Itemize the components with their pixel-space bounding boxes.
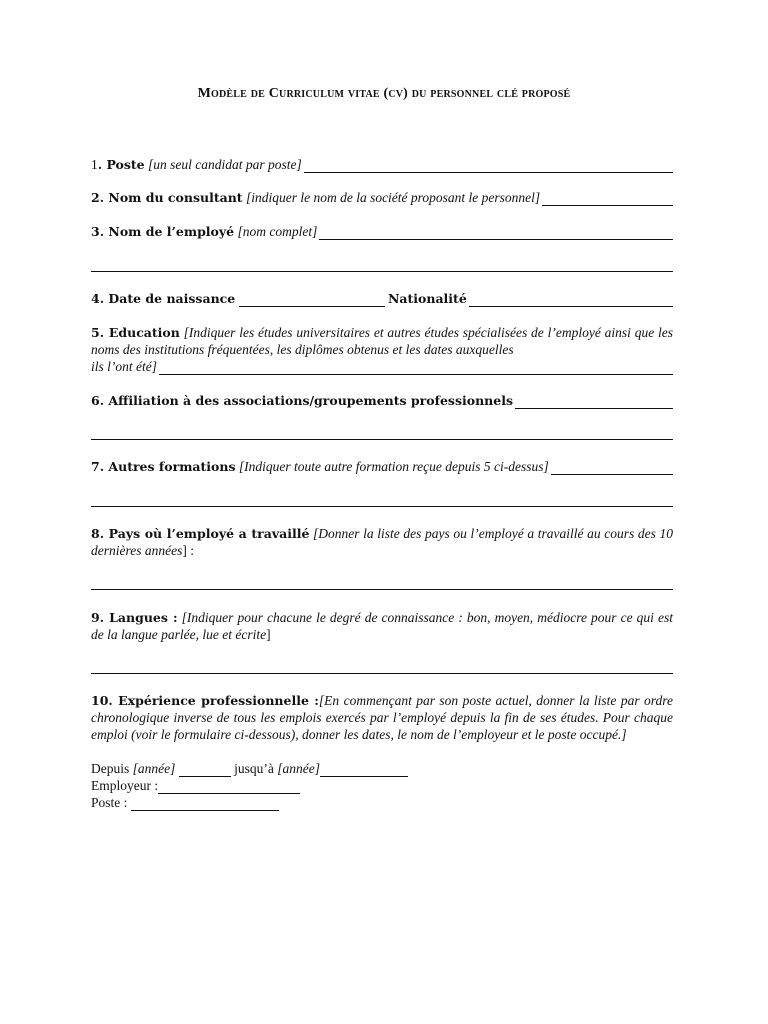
field-nationalite-label: Nationalité [387,291,467,306]
experience-depuis-input[interactable] [179,764,231,777]
field-naissance-input[interactable] [239,294,385,307]
field-employe [91,223,673,240]
experience-dates-row [91,760,408,777]
field-nationalite-input[interactable] [469,294,673,307]
field-consultant-label: 2. Nom du consultant [91,190,243,205]
field-pays [91,525,673,559]
experience-depuis-label: Depuis [91,761,130,776]
field-affiliation-label: 6. Affiliation à des associations/groupements professionnels [91,393,514,408]
field-langues-hint-end: ] [266,627,271,642]
experience-annee1-hint: [année] [132,761,176,776]
field-poste-input[interactable] [304,160,673,173]
experience-poste-label: Poste : [91,795,128,810]
experience-employeur-label: Employeur : [91,778,159,793]
field-pays-label: 8. Pays où l’employé a travaillé [91,526,310,541]
field-formations-label: 7. Autres formations [91,459,236,474]
experience-employeur-input[interactable] [158,781,300,794]
field-langues-label: 9. Langues : [91,610,178,625]
field-naissance [91,290,673,307]
field-experience-hint: [En commençant par son poste actuel, donner la liste par ordre chronologique inverse de tous les emplois exercés par l’employé depuis la fin de ses études. Pour chaque emploi (voir le formulaire ci-dessous), donner les dates, le nom de l’employeur et le poste occupé.] [91,693,673,742]
field-poste [91,156,673,173]
experience-poste-input[interactable] [131,798,279,811]
field-affiliation-input[interactable] [515,396,673,409]
field-formations-input[interactable] [551,462,673,475]
field-poste-hint: [un seul candidat par poste] [148,157,302,172]
field-naissance-label: 4. Date de naissance [91,291,236,306]
field-education-input[interactable] [159,362,673,375]
field-langues-hint: [Indiquer pour chacune le degré de connaissance : bon, moyen, médiocre pour ce qui est de la langue parlée, lue et écrite [91,610,674,642]
experience-employeur-row [91,777,300,794]
field-affiliation [91,392,673,409]
field-employe-extra-line[interactable] [91,271,673,272]
field-employe-input[interactable] [319,227,673,240]
field-consultant-hint: [indiquer le nom de la société proposant le personnel] [245,190,541,205]
field-experience [91,692,673,743]
field-langues-input[interactable] [91,673,673,674]
field-formations [91,458,673,475]
field-affiliation-extra-line[interactable] [91,439,673,440]
field-poste-label: . Poste [97,157,145,172]
field-langues [91,609,673,643]
field-experience-label: 10. Expérience professionnelle : [91,693,319,708]
field-pays-input[interactable] [91,589,673,590]
field-pays-hint: [Donner la liste des pays ou l’employé a travaillé au cours des 10 dernières années [91,526,674,558]
field-employe-hint: [nom complet] [237,224,318,239]
field-poste-num: 1 [91,157,98,172]
field-pays-hint-end: ] : [182,543,194,558]
experience-annee2-hint: [année] [277,761,320,776]
field-education-hint: [Indiquer les études universitaires et autres études spécialisées de l’employé ainsi que les noms des institutions fréquentées, les diplômes obtenus et les dates auxquelles [91,325,673,357]
field-formations-hint: [Indiquer toute autre formation reçue depuis 5 ci-dessus] [238,459,549,474]
field-consultant-input[interactable] [542,193,673,206]
experience-jusqua-input[interactable] [320,764,408,777]
field-consultant [91,189,673,206]
experience-poste-row [91,794,279,811]
field-education-label: 5. Education [91,325,180,340]
page-title: Modèle de Curriculum vitae (cv) du personnel clé proposé [197,86,571,101]
experience-jusqua-label: jusqu’à [234,761,274,776]
field-education-hint-end: ils l’ont été] [91,359,157,374]
field-employe-label: 3. Nom de l’employé [91,224,235,239]
field-formations-extra-line[interactable] [91,506,673,507]
field-education [91,324,673,375]
